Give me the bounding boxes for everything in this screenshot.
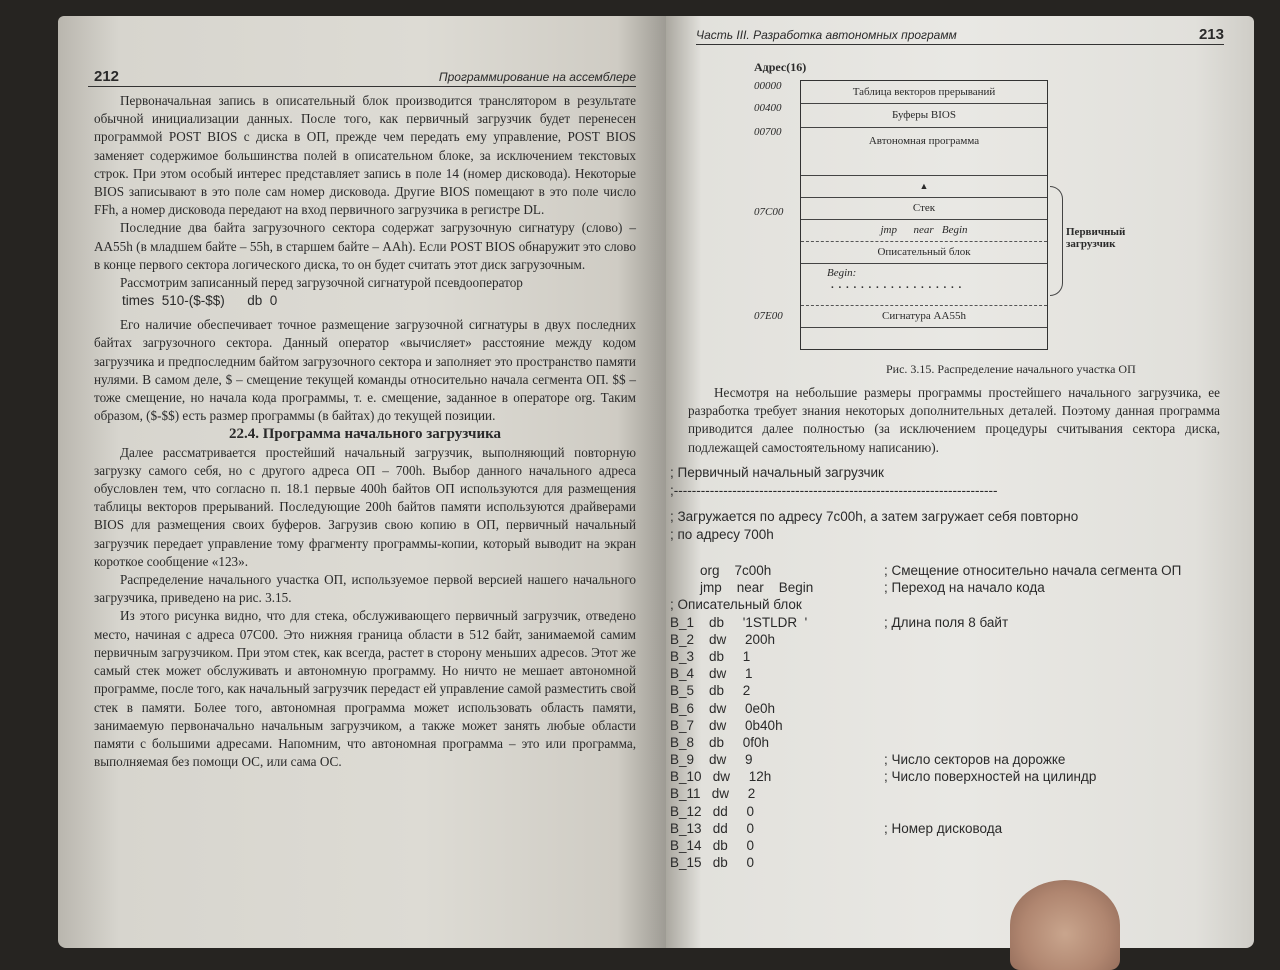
listing-intro: ; по адресу 700h [670,527,774,542]
listing-line [670,562,1230,579]
listing-comment: ; Число поверхностей на цилиндр [884,769,1097,785]
memory-row: Begin: . . . . . . . . . . . . . . . . . . [801,263,1047,306]
listing-line [670,734,1230,751]
paragraph: Распределение начального участка ОП, используемое первой версией нашего начального загрузчика, приведено на рис. 3.15. [94,572,636,606]
listing-code: B_3 db 1 [670,648,751,664]
listing-code: B_12 dd 0 [670,803,755,819]
memory-row: Сигнатура AA55h [801,305,1047,328]
paragraph: Несмотря на небольшие размеры программы простейшего начального загрузчика, ее разработка требует знания некоторых дополнительных деталей. Поэтому данная программа приводится далее полностью (за исключением процедуры считывания сектора диска, подлежащей самостоятельному написанию). [688,385,1220,455]
listing-line [670,648,1230,665]
bootloader-brace [1050,186,1063,296]
memory-row: Стек [801,197,1047,220]
memory-row: Автономная программа [801,127,1047,176]
listing-intro: ; Загружается по адресу 7c00h, а затем загружает себя повторно [670,509,1079,524]
listing-title: ; Первичный начальный загрузчик [670,465,884,480]
listing-code: B_11 dw 2 [670,786,756,802]
listing-line [670,596,1230,613]
memory-row: Буферы BIOS [801,103,1047,128]
paragraph: Последние два байта загрузочного сектора содержат загрузочную сигнатуру (слово) – AA55h (в младшем байте – 55h, в старшем байте – AAh). Если POST BIOS обнаружит это слово в конце первого сектора логического диска, то он будет считать этот диск загрузочным. [94,220,636,272]
section-heading: 22.4. Программа начального загрузчика [228,426,502,443]
stack-arrow-icon: ▲ [919,181,929,191]
right-page [666,16,1254,948]
listing-code: B_2 dw 200h [670,631,776,647]
code-listing [670,464,1230,871]
listing-code: jmp near Begin [670,580,814,596]
listing-code: B_4 dw 1 [670,666,753,682]
left-page-number: 212 [94,68,120,85]
listing-comment: ; Номер дисковода [884,820,1003,836]
listing-line [670,803,1230,820]
listing-line [670,700,1230,717]
listing-code: B_5 db 2 [670,683,751,699]
thumb-photo-edge [1010,880,1120,970]
code-line: times 510-($-$$) db 0 [122,293,278,309]
listing-code: B_8 db 0f0h [670,734,770,750]
listing-code: B_7 dw 0b40h [670,717,783,733]
listing-line [670,768,1230,785]
ellipsis-dots: . . . . . . . . . . . . . . . . . . [831,279,963,291]
left-body [94,92,636,771]
figure-caption: Рис. 3.15. Распределение начального участка ОП [886,362,1136,376]
paragraph: Далее рассматривается простейший начальный загрузчик, выполняющий повторную загрузку самого себя, но с другого адреса ОП – 700h. Выбор данного начального адреса обусловлен тем, что согласно п. 18.1 первые 400h байтов ОП используются для размещения таблицы векторов прерываний. Последующие 200h байтов памяти используются драйверами BIOS для размещения своих буферов. Загрузив свою копию в ОП, первичный начальный загрузчик передает управление тому фрагменту программы-копии, который выводит на экран короткое сообщение «123». [94,444,636,569]
right-body [688,384,1220,457]
right-running-title: Часть III. Разработка автономных программ [696,28,957,42]
listing-line [670,837,1230,854]
listing-code: B_9 dw 9 [670,752,753,768]
address-label: 07E00 [754,310,783,322]
listing-code: B_6 dw 0e0h [670,700,776,716]
listing-line [670,665,1230,682]
left-page [58,16,666,948]
address-header: Адрес(16) [754,60,807,74]
listing-comment: ; Смещение относительно начала сегмента ОП [884,563,1182,578]
paragraph: Из этого рисунка видно, что для стека, обслуживающего первичный загрузчик, отведено место, начиная с адреса 07C00. Это нижняя граница области в 512 байт, занимаемой самим первичным загрузчиком. При этом стек, как всегда, растет в сторону меньших адресов. Этот же самый стек может обслуживать и автономную программу. Но ничто не мешает автономной программе, после того, как начальный загрузчик передаст ей управление самой разместить свой стек в памяти. Более того, автономная программа может использовать область памяти, занимаемую первоначально начальным загрузчиком, а также может занять любые области памяти с большими адресами. Напомним, что автономная программа – это или программа, выполняемая без помощи ОС, или сама ОС. [94,608,636,770]
memory-row: jmp near Begin [801,219,1047,242]
listing-code: B_1 db '1STLDR ' [670,614,808,630]
listing-line [670,682,1230,699]
paragraph: Первоначальная запись в описательный блок производится транслятором в результате обычной инициализации данных. После того, как первичный загрузчик будет перенесен программой POST BIOS с диска в ОП, прежде чем передать ему управление, POST BIOS заменяет содержимое большинства полей в описательном блоке, за исключением текстовых строк. При этом особый интерес представляет запись в поле 14 (номер дисковода). Некоторые BIOS записывают в это поле сам номер дисковода. Другие BIOS помещают в это поле число FFh, а номер дисковода передают на вход первичного загрузчика в регистре DL. [94,93,636,218]
listing-code: org 7c00h [670,563,772,578]
listing-line [670,717,1230,734]
listing-line [670,631,1230,648]
listing-code: B_13 dd 0 [670,820,755,836]
left-page-header [88,64,636,87]
listing-line [670,579,1230,596]
listing-code: B_15 db 0 [670,855,755,871]
listing-comment: ; Число секторов на дорожке [884,752,1066,768]
left-running-title: Программирование на ассемблере [438,70,636,84]
listing-line [670,820,1230,837]
right-page-number: 213 [1198,26,1224,43]
listing-line [670,751,1230,768]
address-label: 07C00 [754,206,784,218]
listing-rule: ;------------------------------------------------------------------------ [670,483,998,498]
listing-code: ; Описательный блок [670,597,802,613]
listing-line [670,614,1230,631]
listing-comment: ; Переход на начало кода [884,580,1045,596]
memory-row: Описательный блок [801,241,1047,264]
paragraph: Рассмотрим записанный перед загрузочной сигнатурой псевдооператор [120,275,523,291]
right-page-header [696,22,1224,45]
address-label: 00000 [754,80,782,92]
address-label: 00700 [754,126,782,138]
memory-map [800,80,1048,350]
memory-row [801,175,1047,198]
listing-line [670,854,1230,871]
listing-code: B_14 db 0 [670,838,755,853]
paragraph: Его наличие обеспечивает точное размещение загрузочной сигнатуры в двух последних байтах загрузочного сектора. Данный оператор «вычисляет» расстояние между кодом загрузчика и предпоследним байтом загрузочного сектора и заполняет это пространство памяти нулями. В самом деле, $ – смещение текущей команды относительно начала сегмента ОП. $$ – тоже смещение, но начала кода программы, т. е. смещение, заданное в операторе org. Таким образом, ($-$$) есть размер программы (в байтах) до текущей позиции. [94,317,636,424]
address-label: 00400 [754,102,782,114]
listing-lines [670,562,1230,871]
memory-row: Таблица векторов прерываний [801,81,1047,104]
memory-diagram [754,60,1214,376]
listing-comment: ; Длина поля 8 байт [884,614,1009,630]
listing-line [670,785,1230,802]
brace-label: Первичный загрузчик [1066,226,1126,250]
listing-code: B_10 dw 12h [670,769,772,785]
